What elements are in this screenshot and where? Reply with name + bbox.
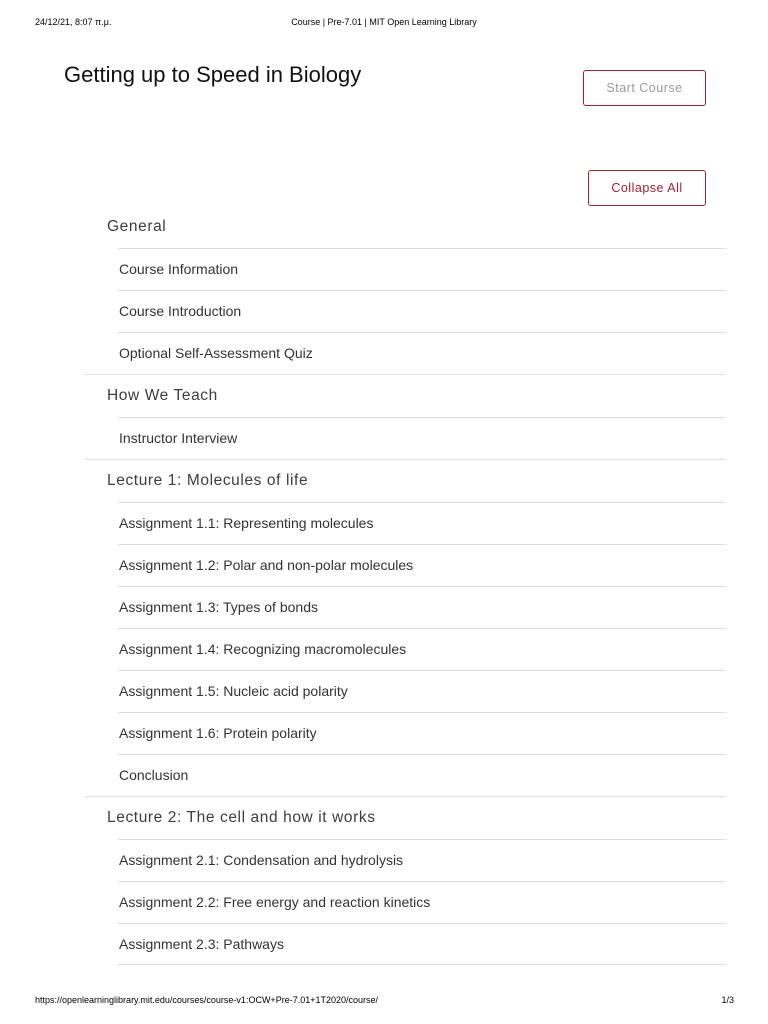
collapse-all-button[interactable]: Collapse All [588,170,706,206]
subsection-item[interactable]: Assignment 2.1: Condensation and hydrolysis [118,839,726,881]
subsection-list [118,502,726,796]
print-footer [0,995,768,1009]
print-header [0,17,768,31]
subsection-item[interactable]: Assignment 1.2: Polar and non-polar molecules [118,544,726,586]
subsection-item[interactable]: Course Introduction [118,290,726,332]
subsection-list [118,248,726,374]
course-title: Getting up to Speed in Biology [64,62,362,87]
section-title[interactable]: Lecture 2: The cell and how it works [107,809,376,826]
subsection-item[interactable]: Assignment 1.1: Representing molecules [118,502,726,544]
print-datetime: 24/12/21, 8:07 π.μ. [35,17,112,27]
subsection-list [118,417,726,459]
subsection-list [118,839,726,965]
section-title[interactable]: Lecture 1: Molecules of life [107,472,309,489]
subsection-item[interactable]: Assignment 1.4: Recognizing macromolecules [118,628,726,670]
section-general [84,206,726,374]
section-lecture-2 [84,796,726,965]
section-how-we-teach [84,374,726,459]
print-page-number: 1/3 [721,995,734,1005]
print-url: https://openlearninglibrary.mit.edu/courses/course-v1:OCW+Pre-7.01+1T2020/course/ [35,995,379,1005]
section-lecture-1 [84,459,726,796]
subsection-item[interactable]: Course Information [118,248,726,290]
subsection-item[interactable]: Assignment 2.3: Pathways [118,923,726,965]
subsection-item[interactable]: Instructor Interview [118,417,726,459]
subsection-item[interactable]: Assignment 1.3: Types of bonds [118,586,726,628]
course-outline [84,206,726,965]
subsection-item[interactable]: Assignment 2.2: Free energy and reaction kinetics [118,881,726,923]
subsection-item[interactable]: Assignment 1.5: Nucleic acid polarity [118,670,726,712]
print-page-title: Course | Pre-7.01 | MIT Open Learning Library [291,17,477,27]
section-title[interactable]: How We Teach [107,387,218,404]
start-course-button[interactable]: Start Course [583,70,706,106]
subsection-item[interactable]: Optional Self-Assessment Quiz [118,332,726,374]
subsection-item[interactable]: Conclusion [118,754,726,796]
section-title[interactable]: General [107,218,167,235]
subsection-item[interactable]: Assignment 1.6: Protein polarity [118,712,726,754]
